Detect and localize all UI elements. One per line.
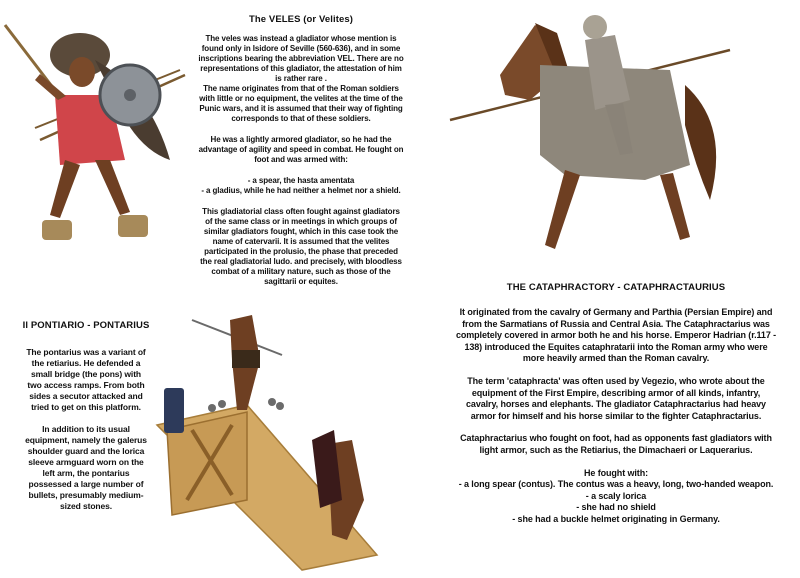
veles-paragraph: He was a lightly armored gladiator, so he had the advantage of agility and speed in combat. He fought on foot and was armed with: [198, 135, 404, 164]
leg [50, 160, 80, 218]
rider-helmet [583, 15, 607, 39]
pontarius-paragraph: The pontarius was a variant of the retiarius. He defended a small bridge (the pons) with two access ramps. From both sides a secutor attacked and tried to get on this platform. [26, 347, 146, 412]
horse-leg [660, 173, 690, 240]
head [69, 57, 95, 87]
secutor-shield [164, 388, 184, 433]
veles-illustration [0, 0, 190, 260]
arm [35, 74, 66, 100]
cataphractory-paragraph: He fought with: - a long spear (contus). The contus was a heavy, long, two-handed weapon. - a scaly lorica - she had no shield - she had a buckle helmet originating in Germany. [458, 467, 774, 524]
pontarius-paragraph: In addition to its usual equipment, namely the galerus shoulder guard and the lorica sleeve armguard worn on the left arm, the pontarius possessed a large number of bullets, presumably medium- sized stones. [25, 424, 147, 511]
shield-boss [124, 89, 136, 101]
sandal [118, 215, 148, 237]
stone [208, 404, 216, 412]
stone [268, 398, 276, 406]
cataphractory-paragraph: Cataphractarius who fought on foot, had as opponents fast gladiators with light armor, such as the Retiarius, the Dimachaeri or Laquerarius. [460, 433, 772, 455]
pontarius-loincloth [232, 350, 260, 368]
veles-section [183, 14, 419, 287]
cataphractory-paragraph: The term 'cataphracta' was often used by Vegezio, who wrote about the equipment of the First Empire, describing armor of all kinds, infantry, cavalry, horses and elephants. The gladiator Cataphractarius had heavy armor for himself and his horse similar to the fighter Cataphractarius. [466, 375, 766, 421]
cataphractory-section [436, 282, 796, 526]
cataphractory-paragraph: It originated from the cavalry of Germany and Parthia (Persian Empire) and from the Sarmatians of Russia and Central Asia. The Cataphractarius was completely covered in armor both he and his horse. Emperor Hadrian (r.117 - 138) introduced the Equites cataphratarii into the Roman army who were more heavily armed than the Roman cavalry. [455, 307, 777, 364]
horse-tail [685, 85, 716, 200]
veles-paragraph: - a spear, the hasta amentata - a gladius, while he had neither a helmet nor a shield. [201, 176, 401, 195]
stone [218, 400, 226, 408]
veles-paragraph: The veles was instead a gladiator whose mention is found only in Isidore of Seville (560-636), and in some inscriptions bearing the abbreviation VEL. There are no representations of this gladiator, the attestation of him is rather rare . The name originates from that of the Roman soldiers with little or no equipment, the velites at the time of the Punic wars, and it is assumed that their way of fighting corresponds to that of these soldiers. [198, 34, 404, 123]
sandal [42, 220, 72, 240]
cataphractory-title: THE CATAPHRACTORY - CATAPHRACTAURIUS [506, 282, 726, 293]
veles-paragraph: This gladiatorial class often fought against gladiators of the same class or in meetings in which groups of similar gladiators fought, which in this case took the name of catervarii. It is assumed that the velites participated in the prolusio, the phase that preceded the real gladiatorial ludo. and precisely, with bloodless combat of a military nature, such as those of the sagittarii or equites. [200, 207, 402, 286]
leg [95, 160, 130, 215]
veles-title: The VELES (or Velites) [248, 14, 354, 25]
pontarius-illustration [152, 300, 392, 575]
horse-leg [545, 170, 580, 249]
pontarius-section [16, 320, 156, 512]
pontarius-title: Il PONTIARIO - PONTARIUS [22, 320, 150, 331]
stone [276, 402, 284, 410]
cataphractarius-illustration [445, 5, 735, 260]
